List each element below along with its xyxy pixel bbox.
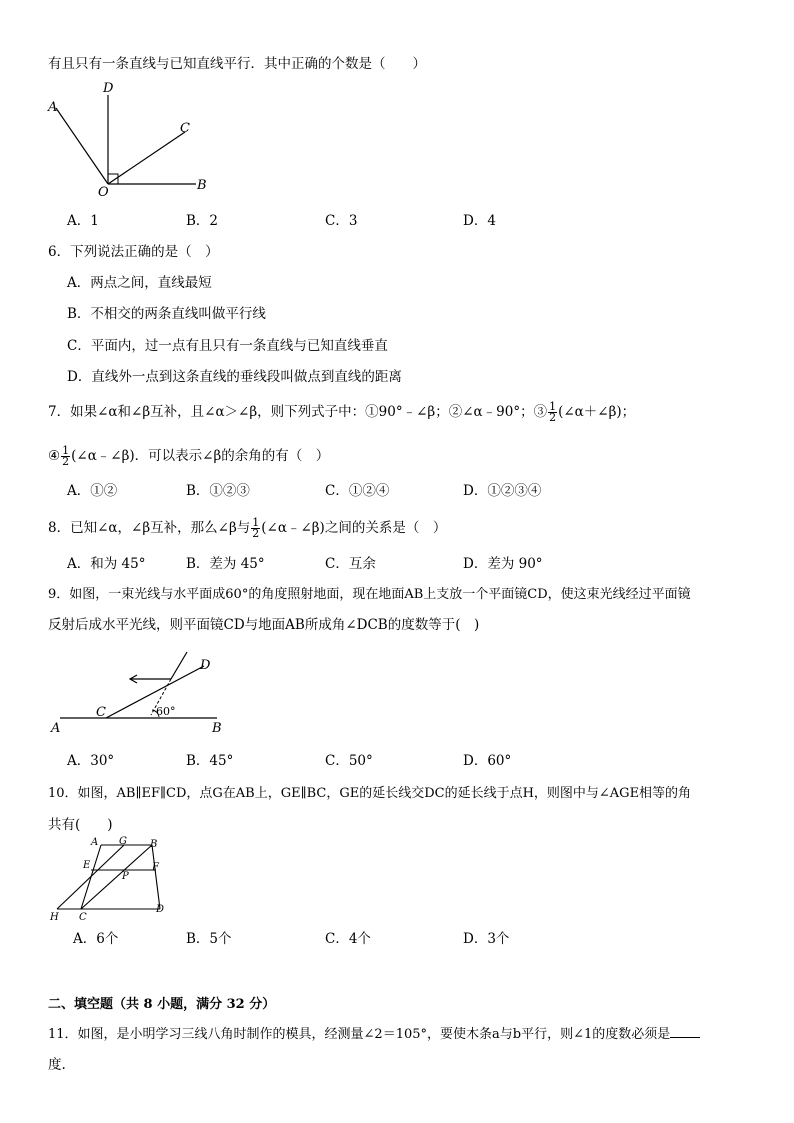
- q8-fraction: $\frac{1}{2}$: [252, 516, 260, 540]
- q7-option-b[interactable]: B．①②③: [186, 483, 250, 499]
- q9-angle-label: 60°: [156, 705, 176, 718]
- q7-line2-b: (∠α﹣∠β)．可以表示∠β的余角的有（ ）: [71, 448, 330, 464]
- q9-label-b: B: [212, 721, 222, 736]
- q5-option-b[interactable]: B．2: [186, 213, 219, 229]
- q10-option-c[interactable]: C．4个: [325, 931, 371, 947]
- q10-label-a: A: [91, 837, 99, 848]
- q5-label-b: B: [197, 178, 207, 193]
- q9-option-d[interactable]: D．60°: [463, 753, 512, 769]
- q10-label-h: H: [50, 912, 59, 923]
- q5-option-d[interactable]: D．4: [463, 213, 496, 229]
- q7-fraction-1: $\frac{1}{2}$: [549, 400, 557, 424]
- q11-line1-text: 11．如图，是小明学习三线八角时制作的模具，经测量∠2＝105°，要使木条a与b平行，则∠1的度数必须是: [48, 1027, 671, 1042]
- q9-label-d: D: [200, 658, 211, 673]
- q8-option-a[interactable]: A．和为 45°: [67, 556, 146, 572]
- q10-option-b[interactable]: B．5个: [186, 931, 232, 947]
- q9-label-a: A: [51, 721, 61, 736]
- q7-line2: [48, 446, 329, 467]
- q7-line1-b: (∠α＋∠β)；: [558, 404, 636, 420]
- section-title: 二、填空题（共 8 小题，满分 32 分）: [48, 997, 276, 1012]
- q9-option-b[interactable]: B．45°: [186, 753, 234, 769]
- q5-label-c: C: [180, 121, 190, 136]
- q10-option-d[interactable]: D．3个: [463, 931, 510, 947]
- q5-figure: [40, 78, 220, 203]
- q10-label-f: F: [152, 862, 159, 873]
- q8-option-c[interactable]: C．互余: [325, 556, 376, 572]
- q6-option-a[interactable]: A．两点之间，直线最短: [67, 275, 212, 291]
- q9-option-a[interactable]: A．30°: [67, 753, 115, 769]
- q10-label-d: D: [156, 904, 165, 915]
- q9-line1: 9．如图，一束光线与水平面成60°的角度照射地面，现在地面AB上支放一个平面镜CD，使这束光线经过平面镜: [48, 587, 691, 602]
- q8-stem: [48, 518, 446, 539]
- q10-line1: 10．如图，AB∥EF∥CD，点G在AB上，GE∥BC，GE的延长线交DC的延长线于点H，则图中与∠AGE相等的角: [48, 786, 692, 801]
- q6-option-c[interactable]: C．平面内，过一点有且只有一条直线与已知直线垂直: [67, 338, 388, 354]
- q5-label-o: O: [98, 185, 109, 200]
- q10-label-e: E: [83, 860, 91, 871]
- q11-line2: 度.: [48, 1057, 66, 1073]
- q10-line2: 共有( ): [48, 817, 113, 833]
- q9-label-c: C: [96, 705, 106, 720]
- q6-stem: 6．下列说法正确的是（ ）: [48, 244, 219, 260]
- q8-option-b[interactable]: B．差为 45°: [186, 556, 265, 572]
- q7-option-c[interactable]: C．①②④: [325, 483, 390, 499]
- q10-label-c: C: [79, 912, 87, 923]
- q7-line2-a: ④: [48, 448, 61, 464]
- q8-stem-a: 8．已知∠α，∠β互补，那么∠β与: [48, 520, 251, 536]
- q5-option-a[interactable]: A．1: [67, 213, 99, 229]
- q5-label-d: D: [103, 81, 114, 96]
- q10-label-g: G: [119, 836, 127, 847]
- q9-figure: [44, 648, 244, 738]
- q7-fraction-2: $\frac{1}{2}$: [62, 444, 70, 468]
- q10-label-b: B: [150, 839, 158, 850]
- q7-option-a[interactable]: A．①②: [67, 483, 118, 499]
- q5-option-c[interactable]: C．3: [325, 213, 358, 229]
- q9-line2: 反射后成水平光线，则平面镜CD与地面AB所成角∠DCB的度数等于( ): [48, 617, 480, 633]
- q7-line1-a: 7．如果∠α和∠β互补，且∠α＞∠β，则下列式子中：①90°﹣∠β；②∠α﹣90°；③: [48, 404, 548, 420]
- q8-option-d[interactable]: D．差为 90°: [463, 556, 543, 572]
- q10-option-a[interactable]: A．6个: [73, 931, 119, 947]
- q10-figure: [44, 835, 184, 925]
- q11-answer-blank[interactable]: [670, 1025, 700, 1038]
- q7-line1: [48, 402, 635, 423]
- q7-option-d[interactable]: D．①②③④: [463, 483, 542, 499]
- q6-option-d[interactable]: D．直线外一点到这条直线的垂线段叫做点到直线的距离: [67, 369, 402, 385]
- q5-stem-tail: 有且只有一条直线与已知直线平行．其中正确的个数是（ ）: [48, 56, 426, 72]
- q5-label-a: A: [48, 100, 58, 115]
- q11-line1: [48, 1025, 700, 1044]
- q9-option-c[interactable]: C．50°: [325, 753, 373, 769]
- q6-option-b[interactable]: B．不相交的两条直线叫做平行线: [67, 306, 266, 322]
- q10-label-p: P: [122, 871, 129, 882]
- q8-stem-b: (∠α﹣∠β)之间的关系是（ ）: [261, 520, 447, 536]
